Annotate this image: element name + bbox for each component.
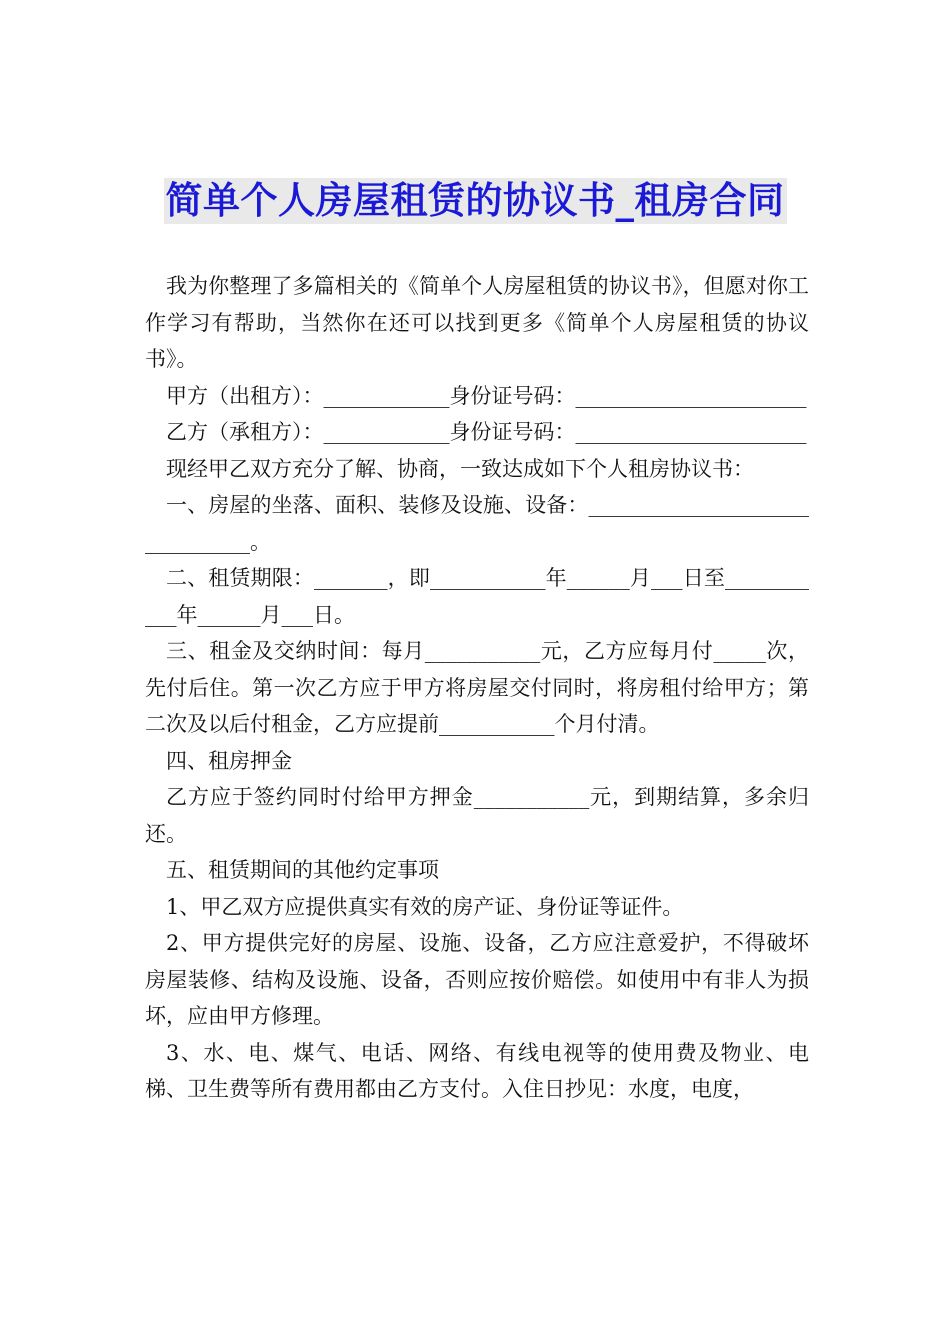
intro-paragraph: 我为你整理了多篇相关的《简单个人房屋租赁的协议书》，但愿对你工作学习有帮助，当然你在还可以找到更多《简单个人房屋租赁的协议书》。 (145, 274, 809, 371)
clause-term: 二、租赁期限：_______，即___________年______月___日至___________年______月___日。 (145, 566, 809, 627)
document-title (0, 178, 950, 224)
clause-location: 一、房屋的坐落、面积、装修及设施、设备：_______________________________。 (145, 493, 809, 554)
document-body (145, 268, 809, 1108)
document-title-text: 简单个人房屋租赁的协议书_租房合同 (165, 179, 785, 222)
party-b-line: 乙方（承租方）：____________身份证号码：______________________ (166, 420, 807, 444)
clause-other-2: 2、甲方提供完好的房屋、设施、设备，乙方应注意爱护，不得破坏房屋装修、结构及设施、设备，否则应按价赔偿。如使用中有非人为损坏，应由甲方修理。 (145, 931, 809, 1028)
clause-deposit: 乙方应于签约同时付给甲方押金___________元，到期结算，多余归还。 (145, 785, 809, 846)
party-a-line: 甲方（出租方）：____________身份证号码：______________________ (166, 383, 807, 408)
clause-other-heading: 五、租赁期间的其他约定事项 (166, 858, 439, 882)
clause-other-3: 3、水、电、煤气、电话、网络、有线电视等的使用费及物业、电梯、卫生费等所有费用都由乙方支付。入住日抄见：水度，电度， (145, 1040, 809, 1101)
clause-other-1: 1、甲乙双方应提供真实有效的房产证、身份证等证件。 (166, 894, 684, 919)
clause-deposit-heading: 四、租房押金 (166, 748, 292, 773)
clause-rent: 三、租金及交纳时间：每月___________元，乙方应每月付_____次，先付后住。第一次乙方应于甲方将房屋交付同时，将房租付给甲方；第二次及以后付租金，乙方应提前___________个月付清。 (145, 639, 809, 736)
agreement-intro: 现经甲乙双方充分了解、协商，一致达成如下个人租房协议书： (166, 456, 754, 481)
